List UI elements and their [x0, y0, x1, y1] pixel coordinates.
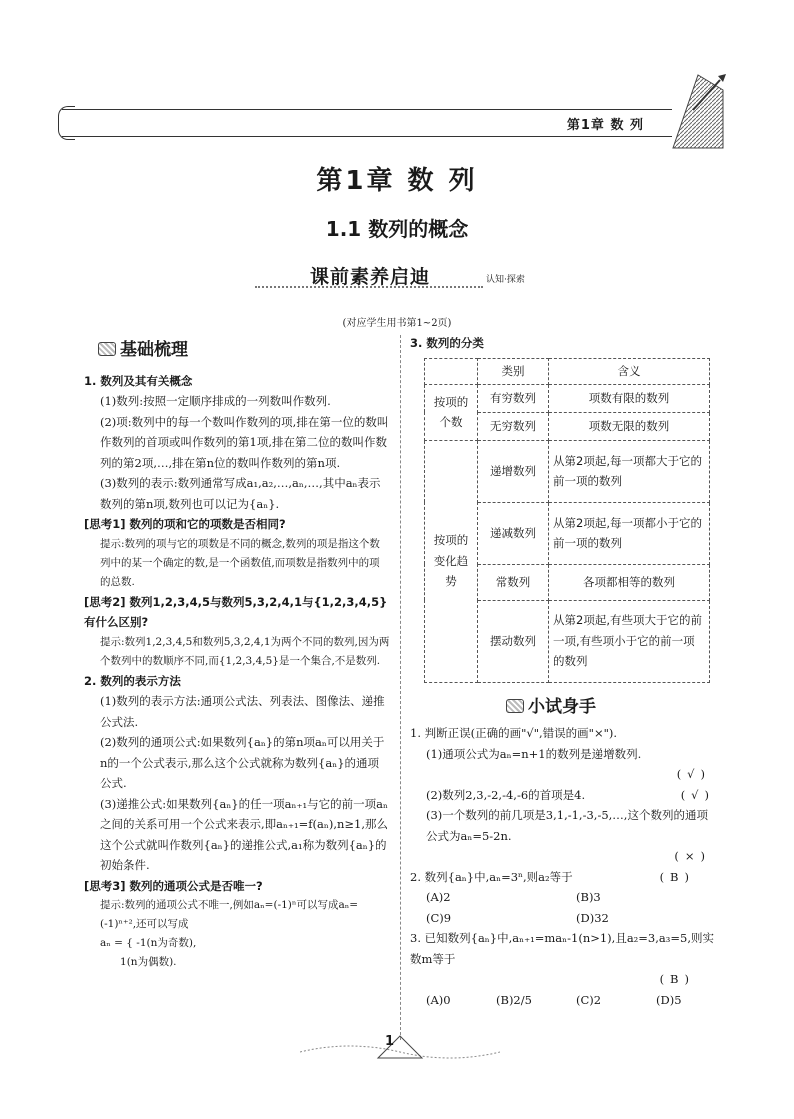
footer-decoration-icon	[300, 1030, 500, 1060]
table-cell-meaning: 从第2项起,每一项都小于它的前一项的数列	[549, 502, 710, 564]
para-1-2: (2)项:数列中的每一个数叫作数列的项,排在第一位的数叫作数列的首项或叫作数列的第1项,排在第二位的数叫作数列的第2项,…,排在第n位的数叫作数列的第n项.	[100, 414, 389, 470]
think-1-question: [思考1] 数列的项和它的项数是否相同?	[84, 517, 286, 531]
section-title: 1.1 数列的概念	[325, 217, 469, 241]
banner-subtitle: 认知·探索	[486, 275, 525, 285]
table-cell-category: 摆动数列	[478, 600, 549, 682]
column-divider	[400, 335, 401, 1040]
question-3-options	[410, 990, 715, 1011]
page-number: 1	[385, 1034, 395, 1049]
table-cell-meaning: 项数无限的数列	[549, 412, 710, 440]
chapter-title: 第1章 数 列	[316, 166, 478, 196]
think-1-answer: 提示:数列的项与它的项数是不同的概念,数列的项是指这个数列中的某一个确定的数,是一个函数值,而项数是指数列中的项的总数.	[100, 537, 380, 588]
option: (A)2	[426, 890, 451, 904]
left-column	[84, 340, 390, 972]
option: (D)5	[656, 992, 682, 1007]
answer-2: (B)	[659, 869, 695, 884]
banner-title: 课前素养启迪	[310, 266, 431, 288]
para-title-2: 2. 数列的表示方法	[84, 673, 181, 688]
question-2-options	[410, 887, 715, 928]
think-2-answer: 提示:数列1,2,3,4,5和数列5,3,2,4,1为两个不同的数列,因为两个数列中的数顺序不同,而{1,2,3,4,5}是一个集合,不是数列.	[100, 635, 390, 667]
para-2-1: (1)数列的表示方法:通项公式法、列表法、图像法、递推公式法.	[100, 694, 385, 729]
table-cell-category: 递增数列	[478, 440, 549, 502]
think-3-question: [思考3] 数列的通项公式是否唯一?	[84, 878, 263, 893]
option: (D)32	[576, 910, 609, 925]
section-marker-icon	[506, 699, 524, 713]
think-3-case-2: 1(n为偶数).	[100, 956, 177, 968]
table-corner	[425, 358, 478, 384]
para-1-3: (3)数列的表示:数列通常写成a₁,a₂,…,aₙ,…,其中aₙ表示数列的第n项,数列也可以记为{aₙ}.	[100, 476, 381, 511]
table-cell-category: 有穷数列	[478, 384, 549, 412]
answer-3: (B)	[659, 972, 695, 986]
reference-note: (对应学生用书第1~2页)	[342, 318, 452, 329]
question-1-2: (2)数列2,3,-2,-4,-6的首项是4.	[426, 787, 586, 802]
option: (A)0	[426, 992, 451, 1007]
question-1: 1. 判断正误(正确的画"√",错误的画"×").	[410, 726, 618, 740]
question-2-row	[410, 867, 715, 888]
table-cell-meaning: 各项都相等的数列	[549, 564, 710, 600]
question-3: 3. 已知数列{aₙ}中,aₙ₊₁=maₙ-1(n>1),且a₂=3,a₃=5,则实数m等于	[410, 931, 714, 966]
table-cell-category: 常数列	[478, 564, 549, 600]
think-2-question: [思考2] 数列1,2,3,4,5与数列5,3,2,4,1与{1,2,3,4,5}有什么区别?	[84, 594, 388, 629]
question-2: 2. 数列{aₙ}中,aₙ=3ⁿ,则a₂等于	[410, 869, 573, 884]
table-group-count: 按项的个数	[425, 384, 478, 440]
answer-1-1: (√)	[676, 767, 711, 781]
para-2-3: (3)递推公式:如果数列{aₙ}的任一项aₙ₊₁与它的前一项aₙ之间的关系可用一个公式来表示,即aₙ₊₁=f(aₙ),n≥1,那么这个公式就叫作数列{aₙ}的递推公式,a₁称为数列{aₙ}的初始条件.	[100, 796, 389, 872]
think-3-case-1: aₙ = { -1(n为奇数),	[100, 937, 197, 949]
table-cell-category: 无穷数列	[478, 412, 549, 440]
answer-1-2: (√)	[680, 787, 715, 802]
chapter-tag: 第1章 数 列	[566, 118, 644, 133]
question-1-2-row	[410, 785, 715, 806]
section-heading-basics: 基础梳理	[98, 340, 390, 361]
corner-decoration-icon	[668, 70, 728, 150]
think-3-answer: 提示:数列的通项公式不唯一,例如aₙ=(-1)ⁿ可以写成aₙ=(-1)ⁿ⁺²,还可以写成	[100, 899, 359, 930]
table-group-trend: 按项的变化趋势	[425, 440, 478, 682]
table-cell-meaning: 从第2项起,每一项都大于它的前一项的数列	[549, 440, 710, 502]
para-title-3: 3. 数列的分类	[410, 336, 484, 350]
section-heading-practice: 小试身手	[506, 697, 715, 718]
table-header-category: 类别	[478, 358, 549, 384]
question-1-1: (1)通项公式为aₙ=n+1的数列是递增数列.	[426, 746, 642, 761]
option: (B)2/5	[496, 992, 532, 1007]
table-header-meaning: 含义	[549, 358, 710, 384]
answer-1-3: (×)	[674, 849, 711, 863]
option: (B)3	[576, 890, 601, 904]
option: (C)2	[576, 992, 602, 1007]
table-cell-meaning: 从第2项起,有些项大于它的前一项,有些项小于它的前一项的数列	[549, 600, 710, 682]
para-1-1: (1)数列:按照一定顺序排成的一列数叫作数列.	[100, 394, 331, 408]
para-title-1: 1. 数列及其有关概念	[84, 373, 193, 388]
question-1-3: (3)一个数列的前几项是3,1,-1,-3,-5,…,这个数列的通项公式为aₙ=5-2n.	[426, 808, 708, 843]
para-2-2: (2)数列的通项公式:如果数列{aₙ}的第n项aₙ可以用关于n的一个公式表示,那么这个公式就称为数列{aₙ}的通项公式.	[100, 735, 385, 790]
option: (C)9	[426, 910, 452, 925]
section-marker-icon	[98, 342, 116, 356]
classification-table	[424, 358, 710, 683]
table-cell-meaning: 项数有限的数列	[549, 384, 710, 412]
table-cell-category: 递减数列	[478, 502, 549, 564]
right-column	[410, 333, 715, 1010]
